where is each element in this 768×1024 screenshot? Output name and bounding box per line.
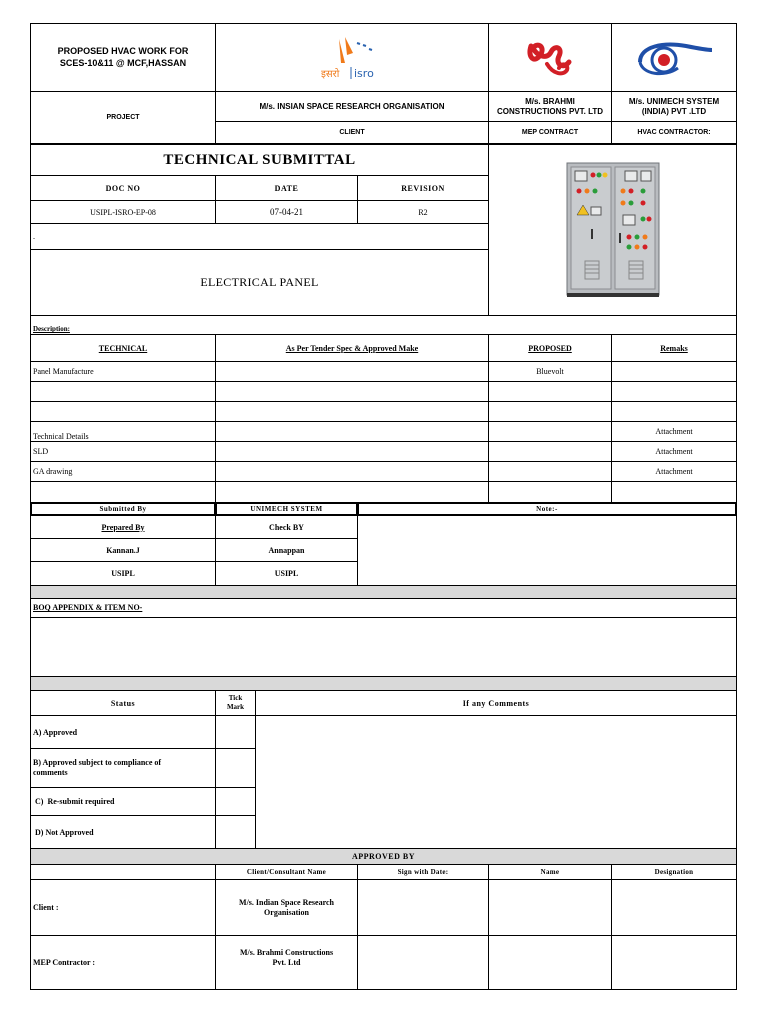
row-spec [215, 481, 489, 503]
sign-box-mep[interactable] [357, 935, 489, 990]
prepared-by-name: Kannan.J [30, 538, 216, 562]
row-spec [215, 461, 489, 482]
approval-header-blank [30, 864, 216, 880]
row-proposed: Bluevolt [488, 361, 612, 382]
company-label: UNIMECH SYSTEM [215, 502, 358, 516]
submittal-title: TECHNICAL SUBMITTAL [30, 144, 489, 176]
row-proposed [488, 401, 612, 422]
electrical-panel-photo [563, 161, 663, 299]
status-option-approved: A) Approved [30, 715, 216, 749]
name-box-mep[interactable] [488, 935, 612, 990]
project-label-cell: PROJECT [30, 91, 216, 144]
row-remarks [611, 381, 737, 402]
isro-logo-icon [317, 33, 387, 83]
tick-box-approved[interactable] [215, 715, 256, 749]
row-remarks [611, 361, 737, 382]
row-proposed [488, 421, 612, 442]
row-proposed [488, 481, 612, 503]
approval-role-client: Client : [30, 879, 216, 936]
boq-area[interactable] [30, 617, 737, 677]
comments-header: If any Comments [255, 690, 737, 716]
isro-logo-cell [215, 23, 489, 92]
row-technical [30, 381, 216, 402]
note-label: Note:- [357, 502, 737, 516]
row-spec [215, 421, 489, 442]
approval-header-designation: Designation [611, 864, 737, 880]
mep-label-cell: MEP CONTRACT [488, 121, 612, 144]
status-option-not-approved: D) Not Approved [30, 815, 216, 849]
doc-no-label: DOC NO [30, 175, 216, 201]
boq-label: BOQ APPENDIX & ITEM NO- [30, 598, 737, 618]
row-remarks: Attachment [611, 421, 737, 442]
approval-header-person: Name [488, 864, 612, 880]
unimech-logo-cell [611, 23, 737, 92]
comments-area[interactable] [255, 715, 737, 849]
gray-separator [30, 585, 737, 599]
revision-label: REVISION [357, 175, 489, 201]
row-proposed [488, 381, 612, 402]
col-header-technical: TECHNICAL [30, 334, 216, 362]
date-label: DATE [215, 175, 358, 201]
prepared-by-org: USIPL [30, 561, 216, 586]
approval-org-mep: M/s. Brahmi Constructions Pvt. Ltd [215, 935, 358, 990]
status-header: Status [30, 690, 216, 716]
technical-submittal-form [30, 23, 737, 990]
tick-box-approved-subject[interactable] [215, 748, 256, 788]
client-name-cell: M/s. INSIAN SPACE RESEARCH ORGANISATION [215, 91, 489, 122]
tick-box-resubmit[interactable] [215, 787, 256, 816]
row-proposed [488, 461, 612, 482]
tick-box-not-approved[interactable] [215, 815, 256, 849]
row-spec [215, 441, 489, 462]
col-header-remarks: Remaks [611, 334, 737, 362]
approval-header-name: Client/Consultant Name [215, 864, 358, 880]
svg-text:isro: isro [354, 66, 374, 80]
note-area[interactable] [357, 515, 737, 586]
approval-org-client: M/s. Indian Space Research Organisation [215, 879, 358, 936]
designation-box-client[interactable] [611, 879, 737, 936]
check-by-org: USIPL [215, 561, 358, 586]
row-remarks [611, 401, 737, 422]
row-technical [30, 481, 216, 503]
check-by-label: Check BY [215, 515, 358, 539]
brahmi-logo-icon [523, 34, 577, 82]
mep-name-cell: M/s. BRAHMI CONSTRUCTIONS PVT. LTD [488, 91, 612, 122]
svg-text:इसरो: इसरो [321, 68, 340, 80]
col-header-spec: As Per Tender Spec & Approved Make [215, 334, 489, 362]
status-option-approved-subject: B) Approved subject to compliance of comments [30, 748, 216, 788]
revision-value: R2 [357, 200, 489, 224]
description-label: Description: [30, 315, 737, 335]
doc-no-value: USIPL-ISRO-EP-08 [30, 200, 216, 224]
subject-cell: ELECTRICAL PANEL [30, 249, 489, 316]
hvac-label-cell: HVAC CONTRACTOR: [611, 121, 737, 144]
row-technical: Panel Manufacture [30, 361, 216, 382]
unimech-logo-icon [634, 36, 714, 80]
approval-header-sign: Sign with Date: [357, 864, 489, 880]
project-title-cell: PROPOSED HVAC WORK FOR SCES-10&11 @ MCF,HASSAN [30, 23, 216, 92]
status-option-resubmit: C) Re-submit required [30, 787, 216, 816]
prepared-by-label: Prepared By [30, 515, 216, 539]
row-proposed [488, 441, 612, 462]
client-label-cell: CLIENT [215, 121, 489, 144]
date-value: 07-04-21 [215, 200, 358, 224]
row-technical: GA drawing [30, 461, 216, 482]
row-spec [215, 381, 489, 402]
panel-photo-cell [488, 144, 737, 316]
submitted-by-label: Submitted By [30, 502, 216, 516]
blank-dot-row: . [30, 223, 489, 250]
hvac-name-cell: M/s. UNIMECH SYSTEM (INDIA) PVT .LTD [611, 91, 737, 122]
row-technical [30, 401, 216, 422]
check-by-name: Annappan [215, 538, 358, 562]
name-box-client[interactable] [488, 879, 612, 936]
row-remarks: Attachment [611, 441, 737, 462]
row-technical: Technical Details [30, 421, 216, 442]
brahmi-logo-cell [488, 23, 612, 92]
row-spec [215, 401, 489, 422]
designation-box-mep[interactable] [611, 935, 737, 990]
row-spec [215, 361, 489, 382]
col-header-proposed: PROPOSED [488, 334, 612, 362]
row-remarks: Attachment [611, 461, 737, 482]
tick-mark-header: Tick Mark [215, 690, 256, 716]
row-remarks [611, 481, 737, 503]
sign-box-client[interactable] [357, 879, 489, 936]
approval-role-mep: MEP Contractor : [30, 935, 216, 990]
gray-separator [30, 676, 737, 691]
row-technical: SLD [30, 441, 216, 462]
approved-by-title: APPROVED BY [30, 848, 737, 865]
